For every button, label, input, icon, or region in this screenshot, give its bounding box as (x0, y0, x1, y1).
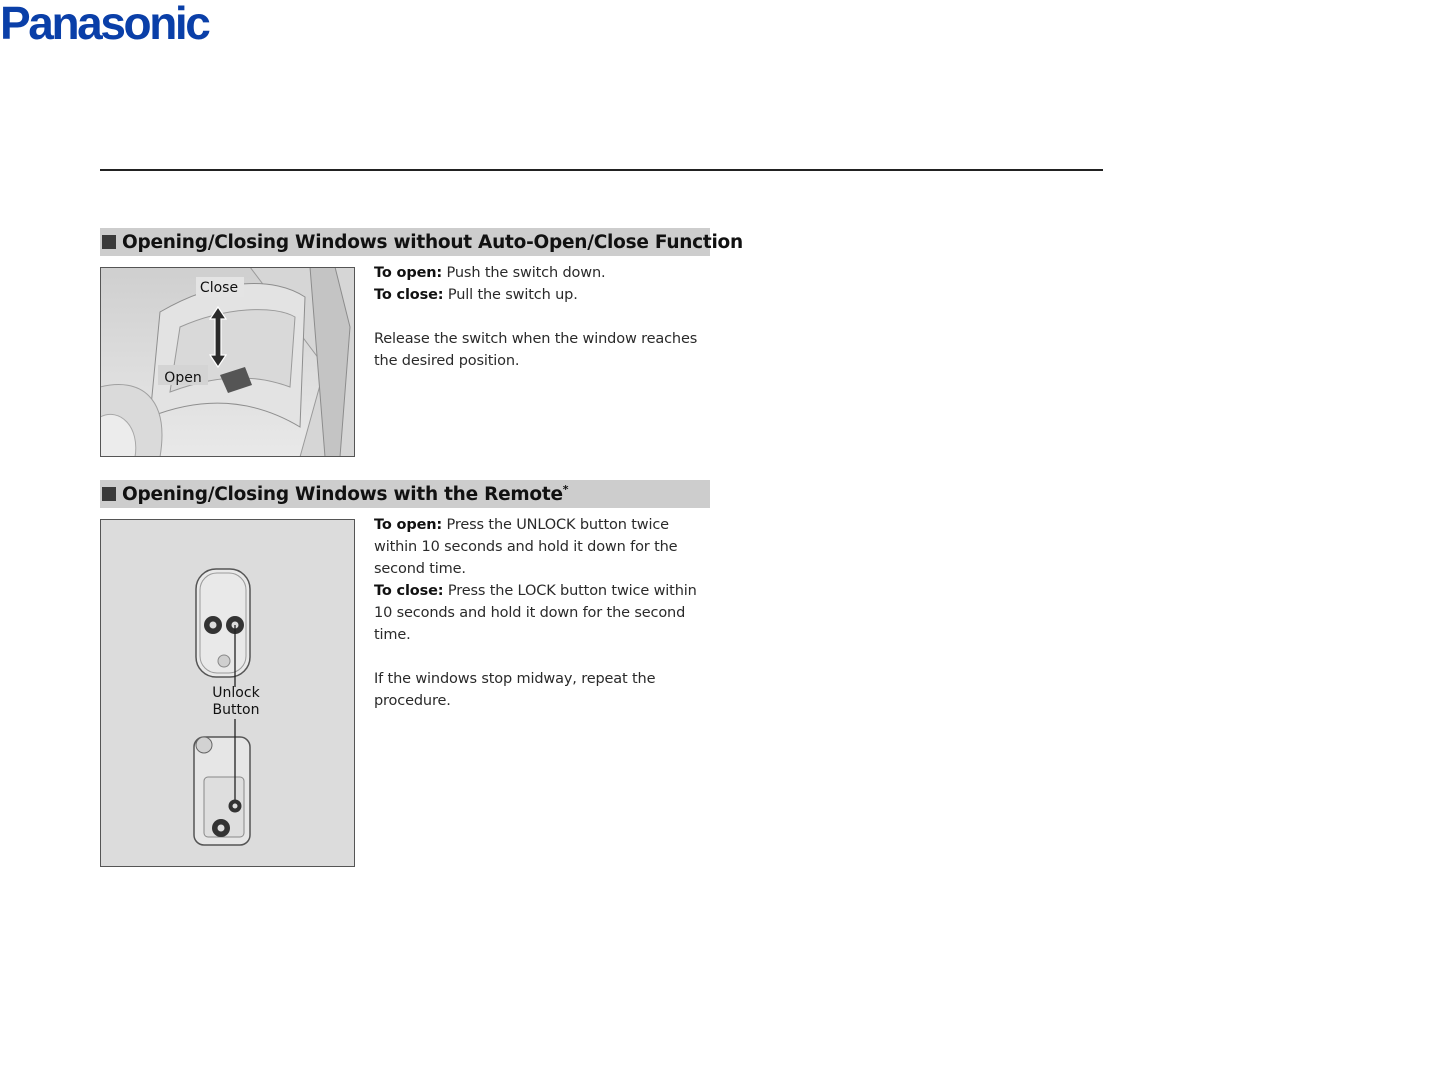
close-text: Pull the switch up. (443, 287, 578, 303)
close-label: To close: (374, 583, 444, 599)
window-switch-illustration (100, 267, 355, 457)
close-text: Press the LOCK button twice within 10 seconds and hold it down for the second time. (374, 583, 697, 643)
release-note: Release the switch when the window reaches the desired position. (374, 331, 698, 369)
footnote-marker: * (562, 482, 569, 496)
open-label: To open: (374, 265, 443, 281)
section-heading-remote (100, 480, 710, 508)
open-label: To open: (374, 517, 443, 533)
button-label: Button (212, 702, 260, 718)
manual-instructions (374, 262, 714, 372)
open-text: Press the UNLOCK button twice within 10 seconds and hold it down for the second time. (374, 517, 678, 577)
remote-instructions (374, 514, 714, 712)
open-instruction (374, 262, 714, 284)
switch-close-label: Close (199, 280, 239, 296)
section-title: Opening/Closing Windows without Auto-Open/Close Function (122, 231, 743, 253)
remote-illustration (100, 519, 355, 867)
section-title (122, 483, 568, 505)
switch-open-label: Open (164, 370, 202, 386)
section-title-text: Opening/Closing Windows with the Remote (122, 484, 563, 506)
close-instruction (374, 580, 714, 646)
open-text: Push the switch down. (442, 265, 606, 281)
close-instruction (374, 284, 714, 306)
close-label: To close: (374, 287, 444, 303)
section-heading-manual (100, 228, 743, 256)
midway-note: If the windows stop midway, repeat the procedure. (374, 671, 656, 709)
unlock-label: Unlock (212, 685, 260, 701)
open-instruction (374, 514, 714, 580)
panasonic-logo: Panasonic (0, 0, 209, 49)
section-square-icon (102, 235, 116, 249)
section-square-icon (102, 487, 116, 501)
header-divider (100, 169, 1103, 171)
